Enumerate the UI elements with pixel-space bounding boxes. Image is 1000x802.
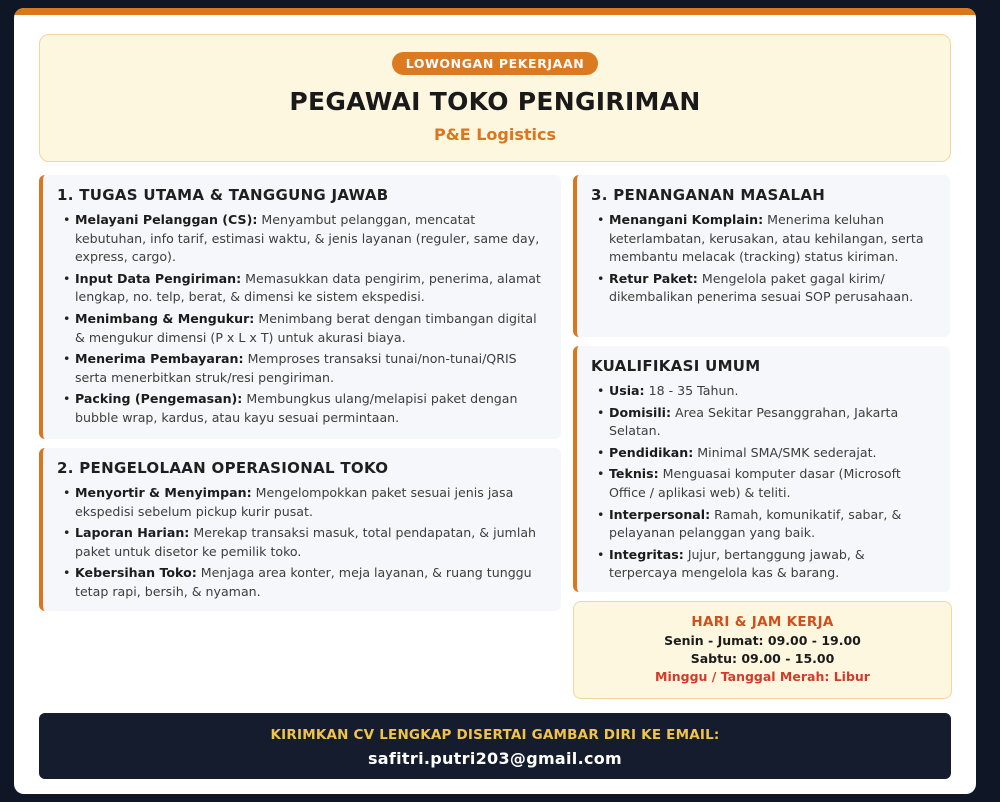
section-heading: KUALIFIKASI UMUM [591,357,761,375]
bullet-icon: • [63,351,71,367]
list-item: • Interpersonal: Ramah, komunikatif, sabar, & pelayanan pelanggan yang baik. [597,506,902,541]
section-main-duties [39,175,561,439]
list-item: • Menerima Pembayaran: Memproses transaksi tunai/non-tunai/QRIS serta menerbitkan struk/resi pengiriman. [63,351,517,385]
section-heading: 1. TUGAS UTAMA & TANGGUNG JAWAB [57,186,389,204]
bullet-icon: • [597,444,605,460]
problem-list [591,211,936,307]
bullet-icon: • [597,506,605,522]
duty-list [57,211,547,428]
section-heading: 2. PENGELOLAAN OPERASIONAL TOKO [57,459,389,477]
section-qualifications [573,346,950,592]
apply-footer [39,713,951,779]
bullet-icon: • [63,525,71,541]
list-item: • Menyortir & Menyimpan: Mengelompokkan paket sesuai jenis jasa ekspedisi sebelum pickup kurir pusat. [63,485,514,519]
list-item: • Pendidikan: Minimal SMA/SMK sederajat. [591,444,936,463]
list-item: • Integritas: Jujur, bertanggung jawab, & terpercaya mengelola kas & barang. [597,546,865,581]
bullet-icon: • [597,270,605,286]
list-item: • Kebersihan Toko: Menjaga area konter, meja layanan, & ruang tunggu tetap rapi, bersih, & nyaman. [63,565,532,599]
working-hours-box [573,601,952,699]
bullet-icon: • [63,310,71,326]
list-item: • Teknis: Menguasai komputer dasar (Microsoft Office / aplikasi web) & teliti. [597,466,901,500]
bullet-icon: • [63,270,71,286]
list-item: • Packing (Pengemasan): Membungkus ulang/melapisi paket dengan bubble wrap, kardus, atau kayu sesuai permintaan. [63,391,518,425]
bullet-icon: • [597,212,605,227]
job-poster [14,8,976,794]
bullet-icon: • [63,485,71,500]
bullet-icon: • [597,383,605,398]
list-item: • Menangani Komplain: Menerima keluhan keterlambatan, kerusakan, atau kehilangan, serta membantu melacak (tracking) status kiriman. [597,212,924,265]
contact-email[interactable]: safitri.putri203@gmail.com [367,749,623,768]
saturday-hours: Sabtu: 09.00 - 15.00 [690,651,835,666]
day-off-note: Minggu / Tanggal Merah: Libur [655,669,870,684]
bullet-icon: • [597,404,605,420]
qualification-list [591,382,936,583]
company-name: P&E Logistics [434,125,556,144]
weekday-hours: Senin - Jumat: 09.00 - 19.00 [664,633,861,648]
list-item: • Melayani Pelanggan (CS): Menyambut pelanggan, mencatat kebutuhan, info tarif, estimasi waktu, & jenis layanan (reguler, same day, express, cargo). [63,212,540,265]
section-problem-handling [573,175,950,337]
poster-header [39,34,951,162]
bullet-icon: • [63,212,71,227]
bullet-icon: • [597,466,605,482]
working-hours-title: HARI & JAM KERJA [691,614,834,630]
list-item: • Laporan Harian: Merekap transaksi masuk, total pendapatan, & jumlah paket untuk disetor ke pemilik toko. [63,525,537,559]
bullet-icon: • [597,546,605,562]
job-title: PEGAWAI TOKO PENGIRIMAN [289,87,701,116]
list-item: • Retur Paket: Mengelola paket gagal kirim/ dikembalikan penerima sesuai SOP perusahaan. [597,270,914,305]
job-vacancy-badge: LOWONGAN PEKERJAAN [392,52,599,75]
list-item: • Usia: 18 - 35 Tahun. [591,382,936,401]
section-heading: 3. PENANGANAN MASALAH [591,186,826,204]
section-store-operations [39,448,561,611]
bullet-icon: • [63,565,71,581]
list-item: • Input Data Pengiriman: Memasukkan data pengirim, penerima, alamat lengkap, no. telp, berat, & dimensi ke sistem ekspedisi. [63,270,541,305]
bullet-icon: • [63,391,71,407]
list-item: • Menimbang & Mengukur: Menimbang berat dengan timbangan digital & mengukur dimensi (P x L x T) untuk akurasi biaya. [63,310,537,345]
operations-list [57,484,547,602]
top-accent-bar [14,8,976,15]
list-item: • Domisili: Area Sekitar Pesanggrahan, Jakarta Selatan. [597,404,899,439]
apply-instruction: KIRIMKAN CV LENGKAP DISERTAI GAMBAR DIRI KE EMAIL: [270,727,720,743]
